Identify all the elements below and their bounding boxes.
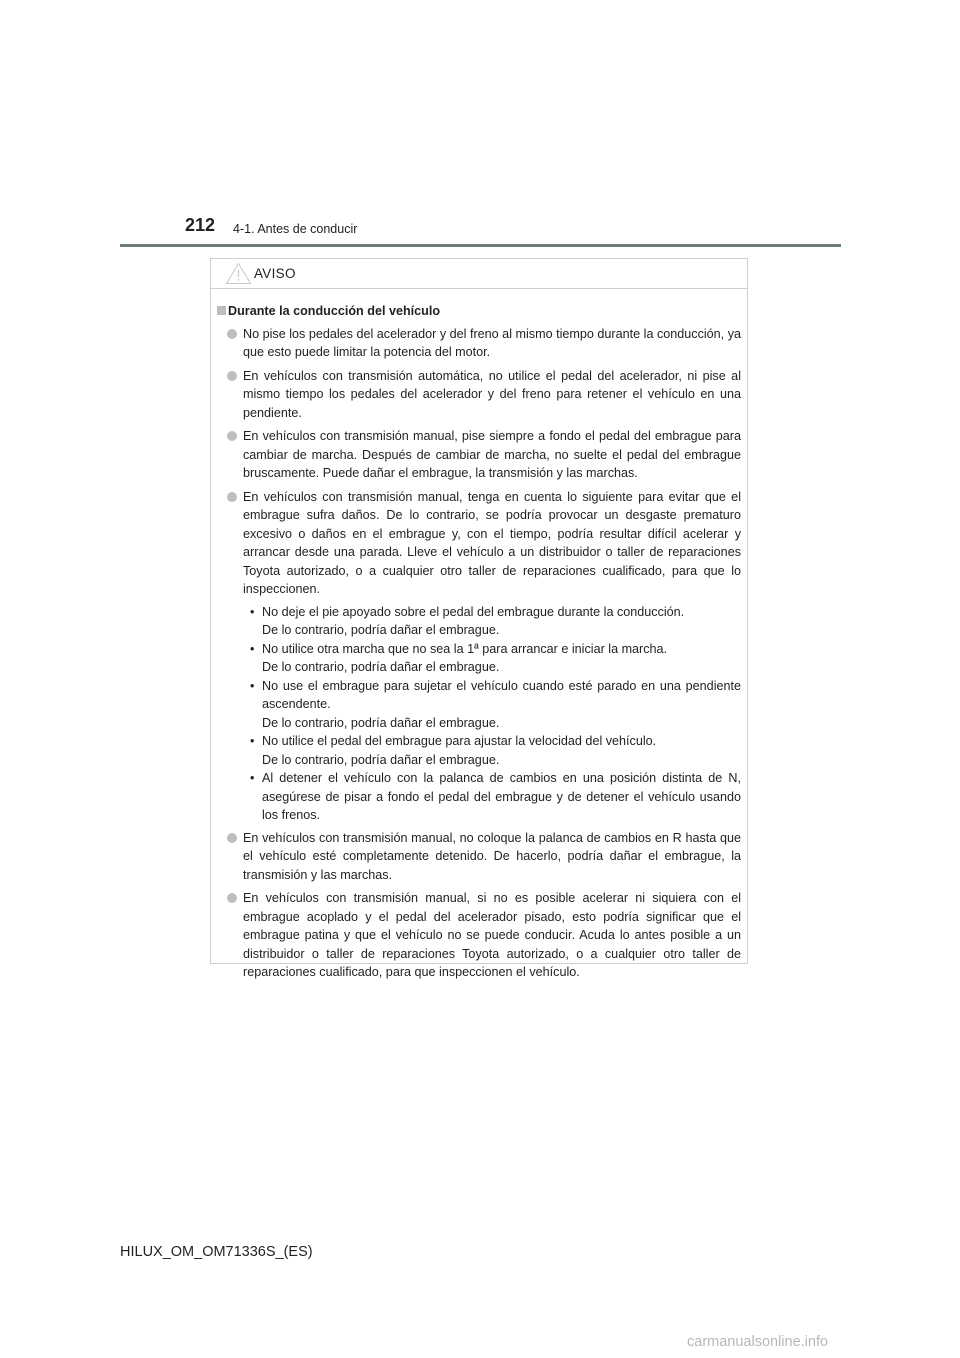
warning-body [211, 289, 747, 982]
sub-bullet-text: No deje el pie apoyado sobre el pedal del embrague durante la conducción. [262, 604, 685, 619]
sub-bullet-item [217, 732, 741, 751]
sub-bullet-text: No utilice el pedal del embrague para ajustar la velocidad del vehículo. [262, 734, 657, 748]
subheading [217, 302, 741, 321]
dot-bullet-icon: • [250, 734, 255, 748]
sub-bullet-note [217, 621, 741, 640]
circle-bullet-icon [227, 371, 237, 381]
bullet-item [217, 488, 741, 599]
dot-bullet-icon: • [250, 678, 255, 693]
sub-bullet-text: Al detener el vehículo con la palanca de cambios en una posición distinta de N, asegúrese de pisar a fondo el pedal del embrague y de detener el vehículo usando los frenos. [262, 771, 741, 822]
warning-title: AVISO [254, 266, 296, 281]
sub-bullet-item [217, 603, 741, 622]
square-bullet-icon [217, 306, 226, 315]
sub-bullet-item [217, 677, 741, 714]
subheading-text: Durante la conducción del vehículo [228, 304, 441, 318]
sub-bullet-text: De lo contrario, podría dañar el embrague. [262, 660, 500, 674]
sub-bullet-note [217, 714, 741, 733]
bullet-item [217, 367, 741, 423]
page-number: 212 [185, 215, 216, 235]
warning-box [210, 258, 748, 979]
sub-bullet-note [217, 658, 741, 677]
circle-bullet-icon [227, 492, 237, 502]
watermark: carmanualsonline.info [687, 1334, 829, 1350]
dot-bullet-icon: • [250, 771, 255, 785]
warning-header [211, 259, 747, 289]
sub-bullet-item [217, 769, 741, 825]
bullet-text: En vehículos con transmisión automática, no utilice el pedal del acelerador, ni pise al mismo tiempo los pedales del acelerador y del freno para retener el vehículo en una pendiente. [243, 368, 741, 420]
bullet-text: En vehículos con transmisión manual, pise siempre a fondo el pedal del embrague para cambiar de marcha. Después de cambiar de marcha, no suelte el pedal del embrague bruscamente. Puede dañar el embrague, la transmisión y las marchas. [243, 429, 741, 480]
bullet-text: En vehículos con transmisión manual, no coloque la palanca de cambios en R hasta que el vehículo esté completamente detenido. De hacerlo, podría dañar el embrague, la transmisión y las marchas. [243, 830, 741, 882]
bullet-text: En vehículos con transmisión manual, tenga en cuenta lo siguiente para evitar que el embrague sufra daños. De lo contrario, se podría provocar un desgaste prematuro excesivo o daños en el embrague y, con el tiempo, podría resultar difícil acelerar y arrancar desde una parada. Lleve el vehículo a un distribuidor o taller de reparaciones Toyota autorizado, o a cualquier otro taller de reparaciones cualificado, para que lo inspeccionen. [243, 489, 741, 596]
sub-bullet-text: No utilice otra marcha que no sea la 1ª para arrancar e iniciar la marcha. [262, 641, 668, 656]
bullet-item [217, 427, 741, 483]
sub-bullet-text: De lo contrario, podría dañar el embrague. [262, 715, 500, 730]
footer-doc-id: HILUX_OM_OM71336S_(ES) [120, 1244, 313, 1260]
circle-bullet-icon [227, 833, 237, 843]
sub-bullet-list [217, 603, 741, 825]
header-rule [120, 244, 841, 247]
bullet-text: No pise los pedales del acelerador y del freno al mismo tiempo durante la conducción, ya que esto puede limitar la potencia del motor. [243, 326, 741, 359]
bullet-item [217, 889, 741, 982]
warning-triangle-icon [225, 262, 252, 285]
sub-bullet-text: No use el embrague para sujetar el vehículo cuando esté parado en una pendiente ascendente. [262, 678, 741, 711]
bullet-item [217, 829, 741, 885]
bullet-item [217, 325, 741, 362]
sub-bullet-item [217, 640, 741, 659]
section-title: 4-1. Antes de conducir [233, 222, 358, 236]
dot-bullet-icon: • [250, 604, 255, 619]
bullet-text: En vehículos con transmisión manual, si no es posible acelerar ni siquiera con el embrague acoplado y el pedal del acelerador pisado, esto podría significar que el embrague patina y que el vehículo no se puede conducir. Acuda lo antes posible a un distribuidor o taller de reparaciones Toyota autorizado, o a cualquier otro taller de reparaciones cualificado, para que inspeccionen el vehículo. [243, 891, 741, 979]
dot-bullet-icon: • [250, 641, 255, 656]
sub-bullet-text: De lo contrario, podría dañar el embrague. [262, 623, 500, 637]
circle-bullet-icon [227, 893, 237, 903]
circle-bullet-icon [227, 431, 237, 441]
circle-bullet-icon [227, 329, 237, 339]
bullet-list [217, 325, 741, 982]
sub-bullet-note [217, 751, 741, 770]
sub-bullet-text: De lo contrario, podría dañar el embrague. [262, 752, 500, 767]
